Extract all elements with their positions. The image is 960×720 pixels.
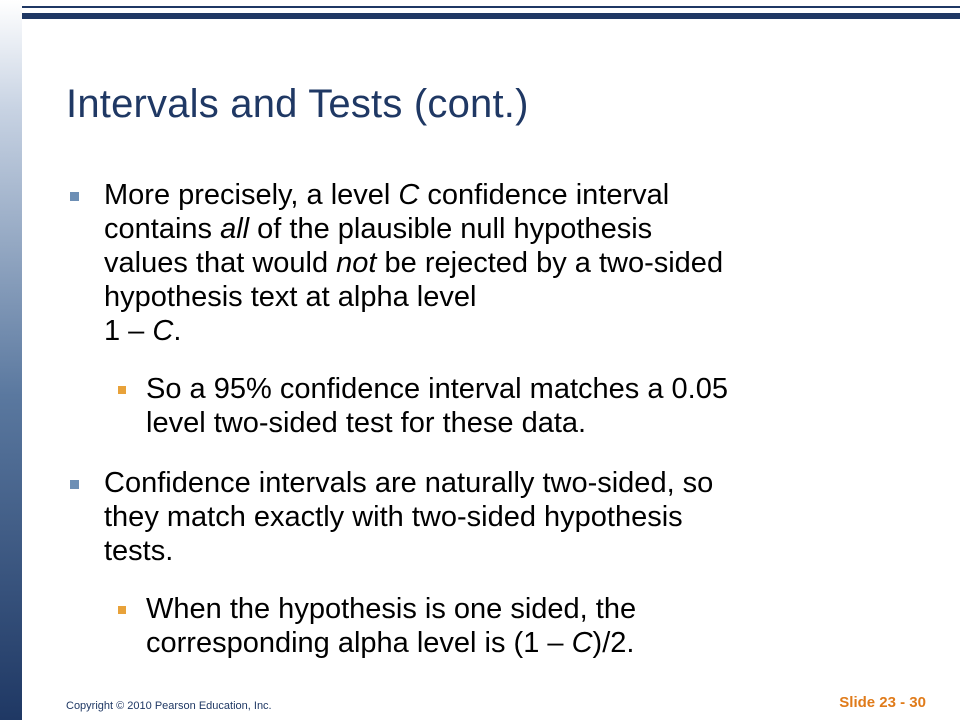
italic-term: C [571, 627, 593, 659]
square-bullet-icon [70, 480, 79, 489]
bullet-line: So a 95% confidence interval matches a 0.05 [146, 373, 728, 405]
italic-term: not [336, 247, 377, 279]
bullet-line: contains all of the plausible null hypothesis [104, 213, 653, 245]
left-decorative-bar [0, 0, 22, 720]
bullet-line: level two-sided test for these data. [146, 407, 587, 439]
bullet-text [104, 178, 926, 348]
italic-term: C [152, 315, 174, 347]
bullet-line: 1 – C. [104, 315, 182, 347]
bullet-line: hypothesis text at alpha level [104, 281, 477, 313]
square-bullet-icon [70, 192, 79, 201]
sub-bullet-95-percent [66, 372, 926, 440]
copyright-notice: Copyright © 2010 Pearson Education, Inc. [66, 700, 272, 712]
bullet-line: corresponding alpha level is (1 – C)/2. [146, 627, 635, 659]
bullet-line: values that would not be rejected by a two-sided [104, 247, 724, 279]
bullet-text [104, 466, 926, 568]
italic-term: C [398, 179, 420, 211]
bullet-line: they match exactly with two-sided hypothesis [104, 501, 683, 533]
top-rule-thick [22, 13, 960, 19]
bullet-text [146, 592, 926, 660]
bullet-line: More precisely, a level C confidence interval [104, 179, 670, 211]
bullet-line: Confidence intervals are naturally two-sided, so [104, 467, 714, 499]
square-bullet-icon [118, 386, 126, 394]
bullet-line: When the hypothesis is one sided, the [146, 593, 637, 625]
bullet-two-sided [66, 466, 926, 568]
italic-term: all [220, 213, 250, 245]
slide-body [66, 178, 926, 660]
square-bullet-icon [118, 606, 126, 614]
slide-title: Intervals and Tests (cont.) [66, 82, 529, 126]
bullet-confidence-interval-definition [66, 178, 926, 348]
bullet-line: tests. [104, 535, 174, 567]
slide-number: Slide 23 - 30 [839, 694, 926, 711]
top-rule-thin [22, 6, 960, 8]
bullet-text [146, 372, 926, 440]
sub-bullet-one-sided [66, 592, 926, 660]
